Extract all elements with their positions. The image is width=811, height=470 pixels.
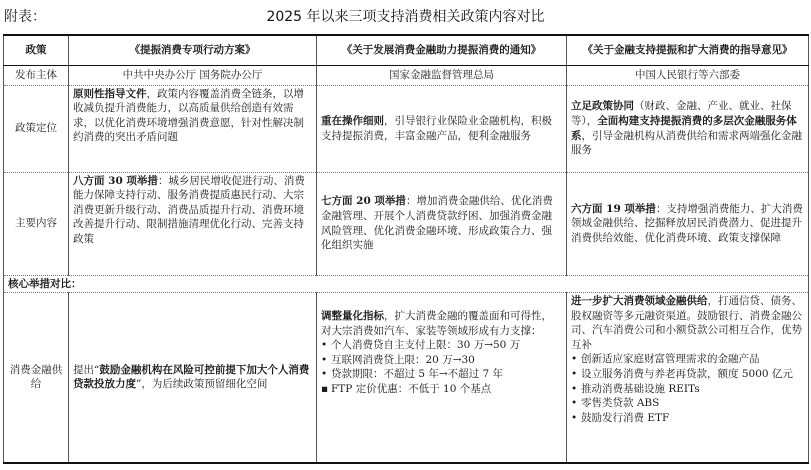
consumer-finance-doc2-emphasis: 调整量化指标 [321,310,384,323]
positioning-doc1 [69,85,317,172]
row-label-publisher: 发布主体 [4,65,69,85]
list-item: • 零售类贷款 ABS [571,396,804,411]
table-row-main-content [4,172,809,275]
positioning-doc2-text: ，引导银行业保险业金融机构，积极支持提振消费，丰富金融产品，便利金融服务 [321,114,552,142]
consumer-finance-doc1 [69,293,317,463]
list-item: ▪ FTP 定价优惠：不低于 10 个基点 [321,382,562,397]
header-doc2: 《关于发展消费金融助力提振消费的通知》 [317,35,567,65]
main-content-doc1-emphasis: 八方面 30 项举措 [73,174,158,187]
list-item: • 贷款期限：不超过 5 年→不超过 7 年 [321,367,562,382]
main-content-doc3-emphasis: 六方面 19 项举措 [571,202,656,215]
publisher-doc3: 中国人民银行等六部委 [567,65,809,85]
positioning-doc3-emphasis-1: 立足政策协同 [571,100,634,113]
positioning-doc3-emphasis-2: 全面构建支持提振消费的多层次金融服务体系 [571,114,797,142]
consumer-finance-doc1-emphasis: 鼓励金融机构在风险可控前提下加大个人消费贷款投放力度 [73,363,310,391]
consumer-finance-doc3 [567,293,809,463]
positioning-doc3-text-1: （财政、金融、产业、就业、社保等）， [571,100,792,127]
main-content-doc2-emphasis: 七方面 20 项举措 [321,195,406,208]
consumer-finance-doc2 [317,293,567,463]
document-header [0,0,811,34]
positioning-doc2-emphasis: 重在操作细则 [321,114,384,127]
page-title: 2025 年以来三项支持消费相关政策内容对比 [266,9,545,25]
consumer-finance-doc3-intro [571,294,804,352]
row-label-main-content: 主要内容 [4,172,69,275]
consumer-finance-doc3-emphasis: 进一步扩大消费领域金融供给 [571,295,708,308]
consumer-finance-doc2-list [321,338,562,396]
consumer-finance-doc2-intro [321,309,562,338]
positioning-doc1-emphasis: 原则性指导文件 [73,87,147,100]
list-item: • 设立服务消费与养老再贷款，额度 5000 亿元 [571,367,804,382]
table-row-consumer-finance [4,293,809,463]
main-content-doc1 [69,172,317,275]
main-content-doc2 [317,172,567,275]
consumer-finance-doc3-text: ，打通信贷、债务、股权融资等多元融资渠道。鼓励银行、消费金融公司、汽车消费公司和小额贷款公司相互合作，优势互补 [571,295,802,351]
positioning-doc1-text: ，政策内容覆盖消费全链条，以增收减负提升消费能力，以高质量供给创造有效需求，以优化消费环境增强消费意愿，针对性解决制约消费的突出矛盾问题 [73,87,304,144]
table-row-positioning [4,85,809,172]
header-doc3: 《关于金融支持提振和扩大消费的指导意见》 [567,35,809,65]
main-content-doc3-text: ：支持增强消费能力、扩大消费领域金融供给、挖掘释放居民消费潜力、促进提升消费供给效能、优化消费环境、政策支撑保障 [571,202,803,244]
section-label-core-measures: 核心举措对比： [4,275,809,293]
positioning-doc3 [567,85,809,172]
row-label-positioning: 政策定位 [4,85,69,172]
table-header-row [4,35,809,65]
publisher-doc1: 中共中央办公厅 国务院办公厅 [69,65,317,85]
list-item: • 鼓励发行消费 ETF [571,411,804,426]
table-row-publisher [4,65,809,85]
list-item: • 创新适应家庭财富管理需求的金融产品 [571,352,804,367]
publisher-doc2: 国家金融监督管理总局 [317,65,567,85]
positioning-doc3-text-2: ，引导金融机构从消费供给和需求两端强化金融服务 [571,129,802,157]
positioning-doc2 [317,85,567,172]
header-policy: 政策 [4,35,69,65]
main-content-doc3 [567,172,809,275]
list-item: • 推动消费基础设施 REITs [571,382,804,397]
list-item: • 互联网消费贷上限：20 万→30 [321,353,562,368]
consumer-finance-doc1-prefix: 提出“ [73,363,100,376]
consumer-finance-doc1-suffix: ”，为后续政策预留细化空间 [136,378,268,391]
header-doc1: 《提振消费专项行动方案》 [69,35,317,65]
main-content-doc2-text: ：增加消费金融供给、优化消费金融管理、开展个人消费贷款纾困、加强消费金融风险管理、优化消费金融环境、形成政策合力、强化组织实施 [321,195,553,252]
policy-comparison-table [3,34,809,464]
consumer-finance-doc2-text: ，扩大消费金融的覆盖面和可得性，对大宗消费如汽车、家装等领域形成有力支撑： [321,310,552,337]
consumer-finance-doc3-list [571,352,804,425]
row-label-consumer-finance: 消费金融供给 [4,293,69,463]
main-content-doc1-text: ：城乡居民增收促进行动、消费能力保障支持行动、服务消费提质惠民行动、大宗消费更新升级行动、消费品质提升行动、消费环境改善提升行动、限制措施清理优化行动、完善支持政策 [73,174,305,245]
table-row-section [4,275,809,293]
list-item: • 个人消费贷自主支付上限：30 万→50 万 [321,338,562,353]
appendix-label: 附表： [4,9,46,25]
